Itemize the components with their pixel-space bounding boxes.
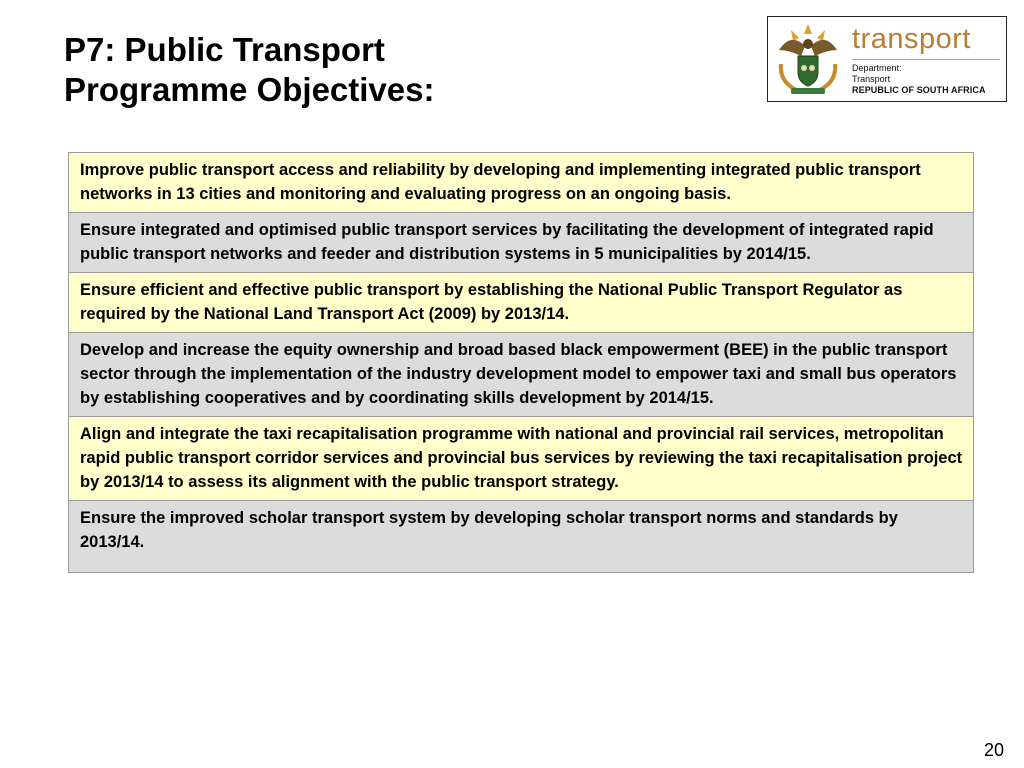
objective-cell: Ensure the improved scholar transport system by developing scholar transport norms and standards by 2013/14. [69, 501, 974, 573]
objective-cell: Ensure efficient and effective public transport by establishing the National Public Transport Regulator as required by the National Land Transport Act (2009) by 2013/14. [69, 273, 974, 333]
page-title-line-2: Programme Objectives: [64, 71, 435, 108]
logo-divider [852, 59, 1000, 60]
page-number: 20 [983, 740, 1004, 760]
logo-wordmark: transport [852, 23, 971, 55]
logo-department-label: Department: [852, 63, 902, 73]
table-row [69, 417, 974, 501]
page-title-line-1: P7: Public Transport [64, 31, 385, 68]
objectives-table [68, 152, 974, 573]
table-row [69, 333, 974, 417]
table-row [69, 501, 974, 573]
objective-cell: Develop and increase the equity ownership and broad based black empowerment (BEE) in the public transport sector through the implementation of the industry development model to empower taxi and small bus operators by establishing cooperatives and by coordinating skills development by 2014/15. [69, 333, 974, 417]
objective-cell: Align and integrate the taxi recapitalisation programme with national and provincial rail services, metropolitan rapid public transport corridor services and provincial bus services by reviewing the taxi recapitalisation project by 2013/14 to assess its alignment with the public transport strategy. [69, 417, 974, 501]
objective-cell: Ensure integrated and optimised public transport services by facilitating the development of integrated rapid public transport networks and feeder and distribution systems in 5 municipalities by 2014/15. [69, 213, 974, 273]
table-row [69, 213, 974, 273]
coat-of-arms-icon [771, 20, 845, 98]
table-row [69, 273, 974, 333]
objective-cell: Improve public transport access and reliability by developing and implementing integrated public transport networks in 13 cities and monitoring and evaluating progress on an ongoing basis. [69, 153, 974, 213]
table-row [69, 153, 974, 213]
department-logo [767, 16, 1007, 102]
logo-country: REPUBLIC OF SOUTH AFRICA [852, 85, 986, 95]
page-title [64, 30, 434, 110]
logo-department-name: Transport [852, 74, 891, 84]
